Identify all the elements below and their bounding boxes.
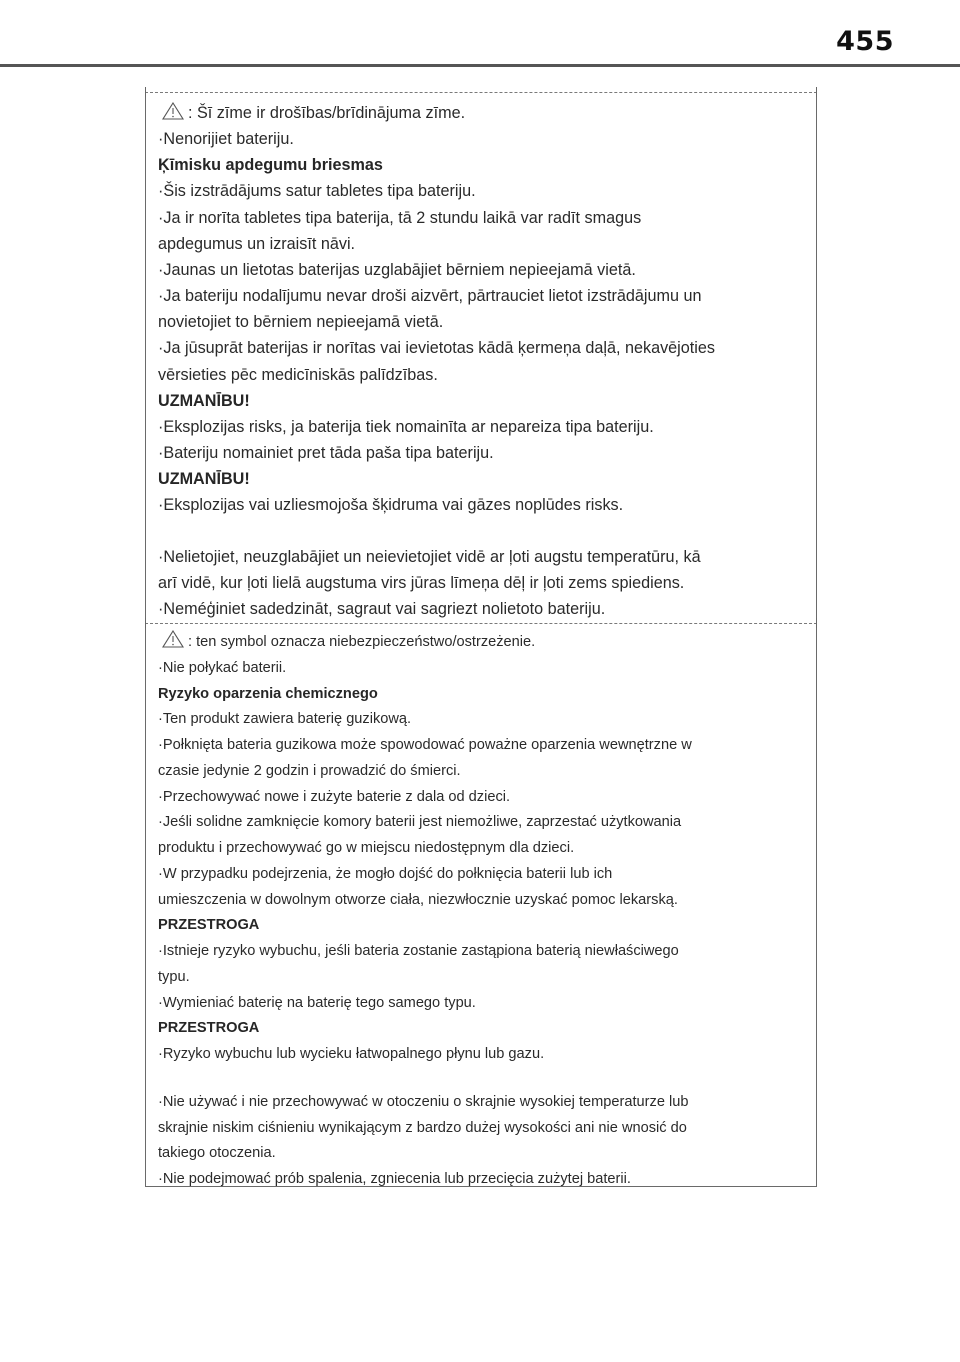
notice-line: [158, 785, 798, 811]
notice-line: [158, 257, 798, 283]
notice-line-text: typu.: [158, 968, 190, 985]
section-heading: [158, 152, 798, 178]
corner-tick-mid-left: [145, 618, 146, 628]
section-heading: [158, 388, 798, 414]
notice-line: [158, 656, 798, 682]
notice-line: [158, 205, 798, 231]
notice-line: [158, 596, 798, 622]
notice-line-text: skrajnie niskim ciśnieniu wynikającym z bardzo dużej wysokości ani nie wnosić do: [158, 1119, 687, 1136]
notice-line-text: ·Šis izstrādājums satur tabletes tipa bateriju.: [158, 182, 476, 201]
notice-line: [158, 707, 798, 733]
notice-line: [158, 414, 798, 440]
notice-line-text: Ķīmisku apdegumu briesmas: [158, 156, 383, 175]
notice-line: [158, 544, 798, 570]
notice-line: [158, 492, 798, 518]
notice-line: [158, 939, 798, 965]
latvian-warning-section: [158, 100, 798, 622]
notice-line-text: PRZESTROGA: [158, 917, 260, 934]
notice-line-text: ·W przypadku podejrzenia, że mogło dojść do połknięcia baterii lub ich: [158, 865, 613, 882]
top-dashed-divider: [145, 92, 817, 93]
notice-line-text: Ryzyko oparzenia chemicznego: [158, 685, 378, 702]
notice-line: [158, 126, 798, 152]
notice-line: [158, 965, 798, 991]
notice-line-text: PRZESTROGA: [158, 1020, 260, 1037]
notice-line-text: ·Ryzyko wybuchu lub wycieku łatwopalnego płynu lub gazu.: [158, 1046, 545, 1062]
section-heading: [158, 1016, 798, 1042]
notice-line-text: ·Istnieje ryzyko wybuchu, jeśli bateria zostanie zastąpiona baterią niewłaściwego: [158, 943, 679, 959]
polish-warning-section: [158, 630, 798, 1193]
notice-line-text: UZMANĪBU!: [158, 391, 250, 410]
notice-line-text: apdegumus un izraisīt nāvi.: [158, 234, 356, 253]
notice-line-text: novietojiet to bērniem nepieejamā vietā.: [158, 313, 444, 332]
notice-line-text: ·Nelietojiet, neuzglabājiet un neievietojiet vidē ar ļoti augstu temperatūru, kā: [158, 547, 701, 566]
warning-triangle-icon: [162, 630, 184, 648]
section-heading: [158, 682, 798, 708]
notice-line: [158, 178, 798, 204]
notice-line: [158, 1116, 798, 1142]
corner-tick-mid-right: [816, 618, 817, 628]
notice-line-text: ·Bateriju nomainiet pret tāda paša tipa bateriju.: [158, 444, 494, 463]
notice-line-text: ·Nie podejmować prób spalenia, zgniecenia lub przecięcia zużytej baterii.: [158, 1171, 631, 1187]
notice-line-text: : ten symbol oznacza niebezpieczeństwo/ostrzeżenie.: [188, 634, 536, 650]
notice-line-text: ·Nenorijiet bateriju.: [158, 130, 294, 149]
notice-line: [158, 362, 798, 388]
notice-line: [158, 283, 798, 309]
notice-line-text: UZMANĪBU!: [158, 470, 250, 489]
notice-line: [158, 733, 798, 759]
notice-line-text: ·Ja ir norīta tabletes tipa baterija, tā 2 stundu laikā var radīt smagus: [158, 208, 642, 227]
notice-line-text: ·Ja bateriju nodalījumu nevar droši aizvērt, pārtrauciet lietot izstrādājumu un: [158, 287, 702, 306]
notice-line: [158, 862, 798, 888]
notice-line-text: ·Wymieniać baterię na baterię tego samego typu.: [158, 994, 476, 1011]
notice-line-text: takiego otoczenia.: [158, 1145, 276, 1162]
page-number: 455: [836, 26, 894, 57]
notice-line-text: ·Połknięta bateria guzikowa może spowodować poważne oparzenia wewnętrzne w: [158, 737, 692, 753]
notice-line: [158, 1141, 798, 1167]
notice-line: [158, 630, 798, 656]
notice-line-text: ·Neméģiniet sadedzināt, sagraut vai sagriezt nolietoto bateriju.: [158, 599, 606, 618]
corner-tick-top-left: [145, 87, 146, 97]
notice-line-text: produktu i przechowywać go w miejscu niedostępnym dla dzieci.: [158, 840, 575, 856]
notice-line-text: : Šī zīme ir drošības/brīdinājuma zīme.: [188, 104, 466, 122]
notice-line-text: ·Przechowywać nowe i zużyte baterie z dala od dzieci.: [158, 788, 511, 805]
notice-line-text: ·Ja jūsuprāt baterijas ir norītas vai ievietotas kādā ķermeņa daļā, nekavējoties: [158, 339, 715, 358]
notice-line: [158, 759, 798, 785]
notice-line: [158, 836, 798, 862]
notice-line-text: ·Jaunas un lietotas baterijas uzglabājiet bērniem nepieejamā vietā.: [158, 260, 636, 279]
notice-line: [158, 888, 798, 914]
notice-line: [158, 1042, 798, 1068]
notice-line-text: ·Eksplozijas risks, ja baterija tiek nomainīta ar nepareiza tipa bateriju.: [158, 417, 654, 436]
notice-line-text: ·Eksplozijas vai uzliesmojoša šķidruma vai gāzes noplūdes risks.: [158, 496, 624, 515]
notice-line: [158, 100, 798, 126]
notice-line: [158, 810, 798, 836]
warning-triangle-icon: [162, 102, 184, 120]
notice-line-text: ·Nie połykać baterii.: [158, 659, 287, 676]
notice-line-text: vērsieties pēc medicīniskās palīdzības.: [158, 365, 438, 384]
notice-line: [158, 1167, 798, 1193]
notice-line: [158, 1090, 798, 1116]
notice-line-text: ·Nie używać i nie przechowywać w otoczeniu o skrajnie wysokiej temperaturze lub: [158, 1093, 689, 1110]
corner-tick-top-right: [816, 87, 817, 97]
notice-line: [158, 231, 798, 257]
notice-line-text: arī vidē, kur ļoti lielā augstuma virs jūras līmeņa dēļ ir ļoti zems spiediens.: [158, 573, 685, 592]
notice-line: [158, 991, 798, 1017]
section-heading: [158, 466, 798, 492]
notice-line-text: umieszczenia w dowolnym otworze ciała, niezwłocznie uzyskać pomoc lekarską.: [158, 891, 678, 908]
notice-line-text: ·Jeśli solidne zamknięcie komory baterii jest niemożliwe, zaprzestać użytkowania: [158, 814, 682, 831]
notice-line: [158, 570, 798, 596]
notice-line-text: ·Ten produkt zawiera baterię guzikową.: [158, 711, 412, 728]
section-heading: [158, 913, 798, 939]
notice-line: [158, 309, 798, 335]
notice-line: [158, 440, 798, 466]
header-rule: [0, 64, 960, 67]
notice-line-text: czasie jedynie 2 godzin i prowadzić do śmierci.: [158, 762, 461, 779]
section-dashed-divider: [145, 623, 817, 624]
notice-line: [158, 335, 798, 361]
